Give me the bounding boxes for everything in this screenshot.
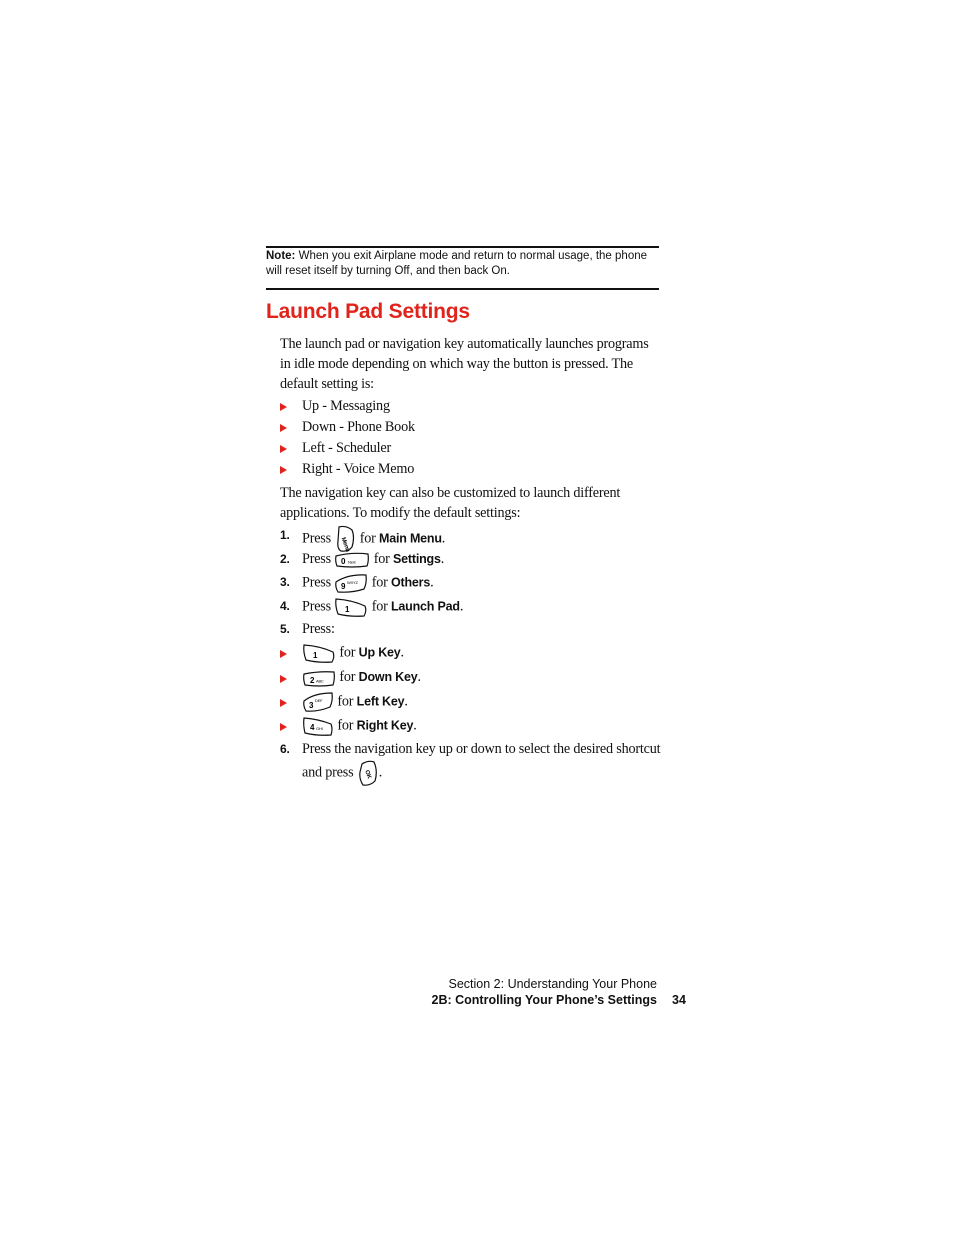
step-number: 5. xyxy=(280,622,290,636)
key-label: 3 xyxy=(309,701,314,710)
note-box xyxy=(266,249,661,278)
key-label: 4 xyxy=(310,723,315,732)
key-label: 9 xyxy=(341,582,346,591)
key-label: 1 xyxy=(313,651,318,660)
bullet-triangle-icon xyxy=(280,466,287,474)
key-label: 0 xyxy=(341,556,346,566)
key-label: 2 xyxy=(310,675,315,685)
step-target: Others xyxy=(391,575,431,590)
footer-section: Section 2: Understanding Your Phone xyxy=(448,977,657,991)
step-press-text: Press xyxy=(302,551,331,567)
step-target: Main Menu xyxy=(379,531,442,546)
step-period: . xyxy=(441,530,446,547)
subkey-target: Left Key xyxy=(356,694,405,709)
step-number: 2. xyxy=(280,552,290,566)
step-target: Launch Pad xyxy=(391,599,460,614)
one-key-icon xyxy=(334,596,368,618)
nine-key-icon xyxy=(334,572,368,594)
step-number: 1. xyxy=(280,528,290,542)
key-label: Menu xyxy=(339,536,351,553)
key-sublabel: DEF xyxy=(315,698,323,703)
bullet-triangle-icon xyxy=(280,403,287,411)
step-period: . xyxy=(378,764,383,781)
key-sublabel: GHI xyxy=(316,726,323,731)
step-target: Settings xyxy=(393,552,441,566)
subkey-period: . xyxy=(417,669,421,685)
step-press-text: Press xyxy=(302,574,331,591)
bullet-triangle-icon xyxy=(280,445,287,453)
page-number: 34 xyxy=(672,993,686,1007)
step-press-text: Press xyxy=(302,598,331,615)
bullet-triangle-icon xyxy=(280,675,287,683)
list-item-text: Down - Phone Book xyxy=(302,419,415,435)
subkey-for-text: for xyxy=(339,669,356,685)
ok-key-icon xyxy=(357,759,379,787)
two-key-icon xyxy=(302,668,336,688)
customize-paragraph: The navigation key can also be customized to launch different applications. To modify the default settings: xyxy=(280,485,621,521)
step-number: 6. xyxy=(280,742,290,756)
step-number: 4. xyxy=(280,599,290,613)
one-key-icon xyxy=(302,642,336,664)
note-text: When you exit Airplane mode and return to normal usage, the phone will reset itself by turning Off, and then back On. xyxy=(266,250,647,277)
key-sublabel: WXYZ xyxy=(347,580,359,585)
footer-chapter: 2B: Controlling Your Phone’s Settings xyxy=(431,993,657,1007)
subkey-for-text: for xyxy=(337,717,354,734)
subkey-target: Up Key xyxy=(358,645,401,660)
list-item-text: Up - Messaging xyxy=(302,398,390,414)
bullet-triangle-icon xyxy=(280,723,287,731)
note-top-rule xyxy=(266,246,659,248)
step-period: . xyxy=(440,551,445,567)
subkey-for-text: for xyxy=(339,644,356,661)
three-key-icon xyxy=(302,691,334,713)
intro-paragraph: The launch pad or navigation key automatically launches programs in idle mode depending on which way the button is pressed. The default setting is: xyxy=(280,336,649,392)
subkey-target: Right Key xyxy=(356,718,414,733)
step-period: . xyxy=(430,574,434,591)
bullet-triangle-icon xyxy=(280,699,287,707)
key-label: OK xyxy=(362,769,372,780)
step-for-text: for xyxy=(371,574,388,591)
subkey-for-text: for xyxy=(337,693,354,710)
note-label: Note: xyxy=(266,250,296,262)
key-sublabel: ABC xyxy=(316,678,324,684)
step-text: Press: xyxy=(302,621,335,637)
step-text-line2: and press xyxy=(302,764,354,781)
key-sublabel: Next xyxy=(348,559,356,565)
subkey-period: . xyxy=(400,644,404,661)
list-item-text: Left - Scheduler xyxy=(302,440,391,456)
step-number: 3. xyxy=(280,575,290,589)
step-for-text: for xyxy=(371,598,388,615)
note-bottom-rule xyxy=(266,288,659,290)
step-press-text: Press xyxy=(302,530,331,547)
bullet-triangle-icon xyxy=(280,424,287,432)
subkey-period: . xyxy=(404,693,408,710)
key-label: 1 xyxy=(345,605,350,614)
step-for-text: for xyxy=(359,530,376,547)
subkey-target: Down Key xyxy=(358,670,418,684)
subkey-period: . xyxy=(413,717,417,734)
list-item-text: Right - Voice Memo xyxy=(302,461,415,477)
step-text-line1: Press the navigation key up or down to select the desired shortcut xyxy=(302,741,661,757)
step-period: . xyxy=(459,598,464,615)
page-title: Launch Pad Settings xyxy=(266,300,470,323)
four-key-icon xyxy=(302,715,334,737)
bullet-triangle-icon xyxy=(280,650,287,658)
step-for-text: for xyxy=(373,551,390,567)
zero-key-icon xyxy=(334,551,370,569)
